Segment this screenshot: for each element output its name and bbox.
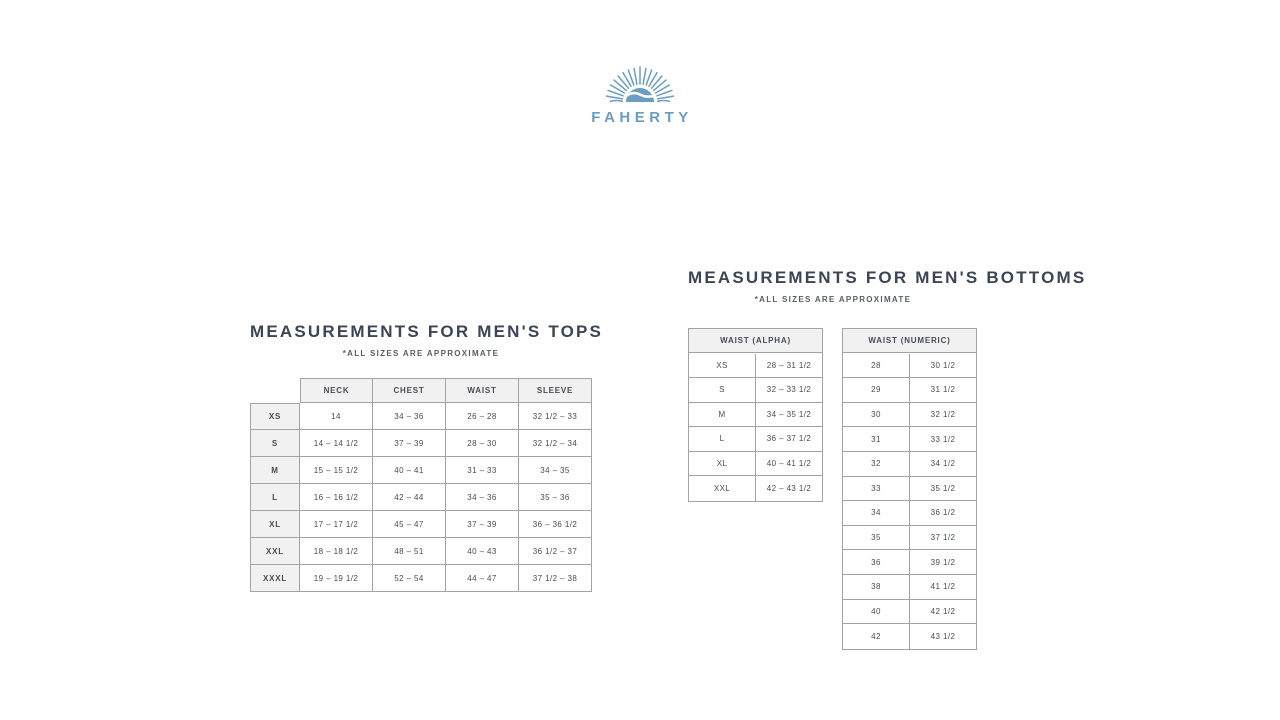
tops-title: MEASUREMENTS FOR MEN'S TOPS <box>250 322 604 341</box>
measurement-cell: 34 1/2 <box>910 452 976 477</box>
size-cell: M <box>689 403 756 428</box>
measurement-cell: 36 – 37 1/2 <box>756 427 822 452</box>
measurement-cell: 42 1/2 <box>910 600 976 625</box>
measurement-cell: 42 – 43 1/2 <box>756 476 822 501</box>
measurement-cell: 34 – 35 1/2 <box>756 403 822 428</box>
size-cell: 31 <box>843 427 910 452</box>
measurement-cell: 37 1/2 – 38 <box>519 565 592 592</box>
size-cell: 40 <box>843 600 910 625</box>
measurement-cell: 39 1/2 <box>910 550 976 575</box>
waist-alpha-table <box>688 328 823 502</box>
brand-wordmark: FAHERTY <box>591 109 693 126</box>
measurement-cell: 32 1/2 <box>910 403 976 428</box>
measurement-cell: 28 – 31 1/2 <box>756 354 822 379</box>
size-cell: 36 <box>843 550 910 575</box>
size-cell: XXL <box>689 476 756 501</box>
measurement-cell: 31 – 33 <box>446 457 519 484</box>
tops-size-table <box>250 378 592 592</box>
measurement-cell: 37 – 39 <box>446 511 519 538</box>
measurement-cell: 34 – 35 <box>519 457 592 484</box>
measurement-cell: 36 – 36 1/2 <box>519 511 592 538</box>
faherty-logo <box>580 64 700 126</box>
measurement-cell: 40 – 43 <box>446 538 519 565</box>
measurement-cell: 37 1/2 <box>910 526 976 551</box>
measurement-cell: 31 1/2 <box>910 378 976 403</box>
measurement-cell: 28 – 30 <box>446 430 519 457</box>
measurement-cell: 17 – 17 1/2 <box>300 511 373 538</box>
size-cell: S <box>689 378 756 403</box>
size-cell: M <box>250 457 300 484</box>
bottoms-tables <box>688 328 978 650</box>
size-cell: 35 <box>843 526 910 551</box>
column-header-neck: NECK <box>300 378 373 403</box>
waist-alpha-header: WAIST (ALPHA) <box>689 329 822 353</box>
measurement-cell: 34 – 36 <box>373 403 446 430</box>
size-cell: 30 <box>843 403 910 428</box>
tops-subtitle: *ALL SIZES ARE APPROXIMATE <box>342 349 500 358</box>
size-cell: XXL <box>250 538 300 565</box>
measurement-cell: 32 1/2 – 34 <box>519 430 592 457</box>
size-cell: 28 <box>843 354 910 379</box>
measurement-cell: 14 – 14 1/2 <box>300 430 373 457</box>
size-cell: 34 <box>843 501 910 526</box>
measurement-cell: 34 – 36 <box>446 484 519 511</box>
size-cell: XL <box>689 452 756 477</box>
measurement-cell: 30 1/2 <box>910 354 976 379</box>
measurement-cell: 45 – 47 <box>373 511 446 538</box>
measurement-cell: 16 – 16 1/2 <box>300 484 373 511</box>
measurement-cell: 14 <box>300 403 373 430</box>
column-header-chest: CHEST <box>373 378 446 403</box>
measurement-cell: 35 – 36 <box>519 484 592 511</box>
column-header-waist: WAIST <box>446 378 519 403</box>
corner-cell <box>250 378 300 403</box>
size-cell: XXXL <box>250 565 300 592</box>
measurement-cell: 48 – 51 <box>373 538 446 565</box>
size-cell: L <box>250 484 300 511</box>
measurement-cell: 26 – 28 <box>446 403 519 430</box>
measurement-cell: 37 – 39 <box>373 430 446 457</box>
size-cell: S <box>250 430 300 457</box>
measurement-cell: 44 – 47 <box>446 565 519 592</box>
measurement-cell: 40 – 41 <box>373 457 446 484</box>
waist-numeric-header: WAIST (NUMERIC) <box>843 329 976 353</box>
measurement-cell: 36 1/2 – 37 <box>519 538 592 565</box>
bottoms-title: MEASUREMENTS FOR MEN'S BOTTOMS <box>688 268 1087 287</box>
bottoms-section <box>688 268 1087 650</box>
size-cell: 32 <box>843 452 910 477</box>
sunrise-wave-icon <box>580 64 700 108</box>
size-cell: 33 <box>843 477 910 502</box>
size-cell: 38 <box>843 575 910 600</box>
size-cell: 42 <box>843 624 910 649</box>
measurement-cell: 18 – 18 1/2 <box>300 538 373 565</box>
measurement-cell: 32 1/2 – 33 <box>519 403 592 430</box>
measurement-cell: 41 1/2 <box>910 575 976 600</box>
measurement-cell: 35 1/2 <box>910 477 976 502</box>
measurement-cell: 15 – 15 1/2 <box>300 457 373 484</box>
measurement-cell: 40 – 41 1/2 <box>756 452 822 477</box>
size-cell: L <box>689 427 756 452</box>
bottoms-subtitle: *ALL SIZES ARE APPROXIMATE <box>754 295 912 304</box>
measurement-cell: 43 1/2 <box>910 624 976 649</box>
measurement-cell: 36 1/2 <box>910 501 976 526</box>
measurement-cell: 19 – 19 1/2 <box>300 565 373 592</box>
waist-numeric-table <box>842 328 977 650</box>
size-cell: XL <box>250 511 300 538</box>
tops-section-heading <box>250 322 604 358</box>
size-cell: XS <box>689 354 756 379</box>
column-header-sleeve: SLEEVE <box>519 378 592 403</box>
measurement-cell: 32 – 33 1/2 <box>756 378 822 403</box>
size-cell: XS <box>250 403 300 430</box>
size-cell: 29 <box>843 378 910 403</box>
measurement-cell: 42 – 44 <box>373 484 446 511</box>
measurement-cell: 33 1/2 <box>910 427 976 452</box>
measurement-cell: 52 – 54 <box>373 565 446 592</box>
